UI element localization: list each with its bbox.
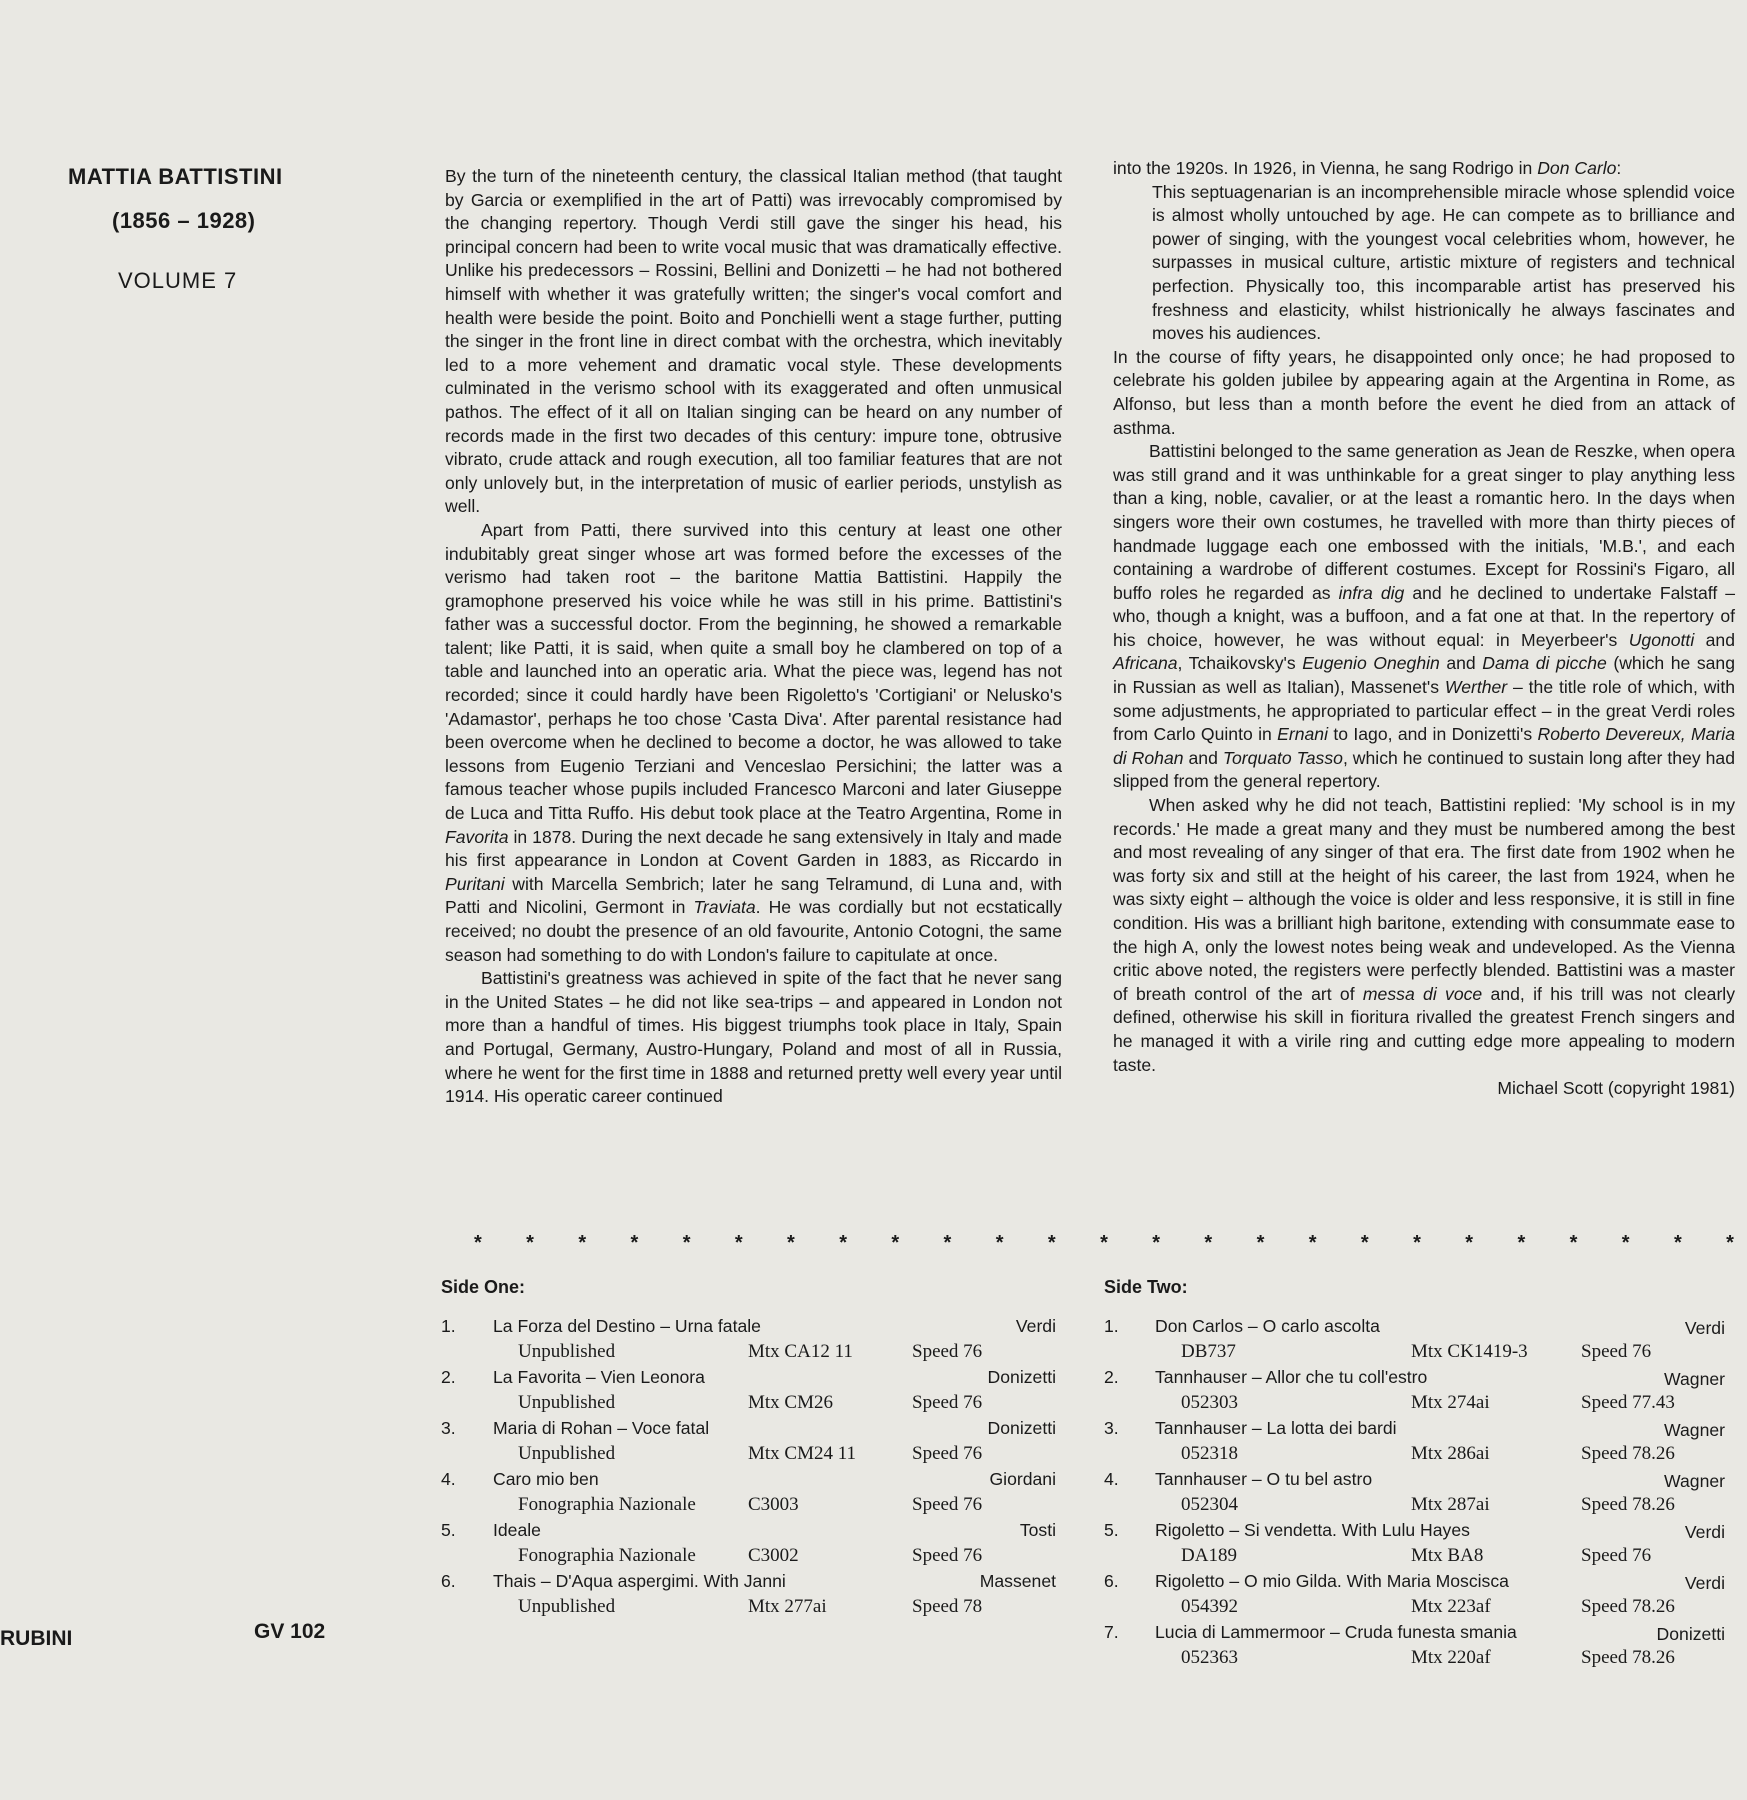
separator-star: * bbox=[1256, 1232, 1265, 1254]
track-composer: Wagner bbox=[1664, 1420, 1725, 1440]
track-title: Rigoletto – O mio Gilda. With Maria Moscisca bbox=[1155, 1571, 1509, 1591]
separator-star: * bbox=[891, 1232, 900, 1254]
track-number: 7. bbox=[1104, 1622, 1119, 1642]
track-title: Ideale bbox=[493, 1520, 541, 1540]
volume-label: VOLUME 7 bbox=[118, 268, 238, 293]
record-label: RUBINI bbox=[0, 1627, 73, 1650]
separator-star: * bbox=[1204, 1232, 1213, 1254]
track-composer: Donizetti bbox=[1656, 1624, 1725, 1644]
separator-star: * bbox=[1100, 1232, 1108, 1254]
separator-star: * bbox=[1621, 1232, 1630, 1254]
track-title: Tannhauser – Allor che tu coll'estro bbox=[1155, 1367, 1428, 1387]
track-label: 052303 bbox=[1181, 1392, 1238, 1413]
track-title: Thais – D'Aqua aspergimi. With Janni bbox=[493, 1571, 786, 1591]
track-composer: Tosti bbox=[1019, 1520, 1056, 1540]
track-matrix: Mtx 287ai bbox=[1411, 1494, 1490, 1515]
catalog-number: GV 102 bbox=[254, 1620, 326, 1643]
track-composer: Wagner bbox=[1664, 1471, 1725, 1491]
separator-star: * bbox=[1413, 1232, 1421, 1254]
track-number: 3. bbox=[1104, 1418, 1119, 1438]
separator-star: * bbox=[787, 1232, 795, 1254]
separator-star: * bbox=[1360, 1232, 1369, 1254]
track-speed: Speed 76 bbox=[912, 1443, 983, 1464]
track-speed: Speed 76 bbox=[1581, 1545, 1652, 1566]
track-number: 6. bbox=[441, 1571, 456, 1591]
track-label: 052318 bbox=[1181, 1443, 1238, 1464]
track-composer: Verdi bbox=[1684, 1318, 1725, 1338]
track-speed: Speed 78.26 bbox=[1581, 1647, 1675, 1668]
track-title: La Forza del Destino – Urna fatale bbox=[493, 1316, 761, 1336]
separator-star: * bbox=[995, 1232, 1004, 1254]
track-speed: Speed 78.26 bbox=[1581, 1494, 1675, 1515]
track-number: 3. bbox=[441, 1418, 456, 1438]
separator-star: * bbox=[1152, 1232, 1161, 1254]
essay-column-2 bbox=[1113, 157, 1735, 1101]
separator-star: * bbox=[1465, 1232, 1474, 1254]
track-matrix: Mtx 223af bbox=[1411, 1596, 1491, 1617]
track-label: Unpublished bbox=[518, 1443, 616, 1464]
track-speed: Speed 78 bbox=[912, 1596, 983, 1617]
essay-paragraph: Battistini belonged to the same generation as Jean de Reszke, when opera was still grand and it was unthinkable for a great singer to play anything less than a king, noble, cavalier, or at the least a romantic hero. In the days when singers wore their own costumes, he travelled with more than thirty pieces of handmade luggage each one embossed with the initials, 'M.B.', and each containing a wardrobe of different costumes. Except for Rossini's Figaro, all buffo roles he regarded as infra dig and he declined to undertake Falstaff – who, though a knight, was a buffoon, and a fat one at that. In the repertory of his choice, however, he was without equal: in Meyerbeer's Ugonotti and Africana, Tchaikovsky's Eugenio Oneghin and Dama di picche (which he sang in Russian as well as Italian), Massenet's Werther – the title role of which, with some adjustments, he appropriated to particular effect – in the great Verdi roles from Carlo Quinto in Ernani to Iago, and in Donizetti's Roberto Devereux, Maria di Rohan and Torquato Tasso, which he continued to sustain long after they had slipped from the general repertory. bbox=[1113, 441, 1736, 792]
separator-star: * bbox=[474, 1232, 482, 1254]
essay-paragraph: By the turn of the nineteenth century, the classical Italian method (that taught by Garcia or exemplified in the art of Patti) was irrevocably compromised by the changing repertory. Though Verdi still gave the singer his head, his principal concern had been to write vocal music that was dramatically effective. Unlike his predecessors – Rossini, Bellini and Donizetti – he had not bothered himself with whether it was gratefully written; the singer's vocal comfort and health were beside the point. Boito and Ponchielli went a stage further, putting the singer in the front line in direct combat with the orchestra, which inevitably led to a more vehement and dramatic vocal style. These developments culminated in the verismo school with its exaggerated and often unmusical pathos. The effect of it all on Italian singing can be heard on any number of records made in the first two decades of this century: impure tone, obtrusive vibrato, crude attack and rough execution, all too familiar features that are not only unlovely but, in the interpretation of music of earlier periods, unstylish as well. bbox=[445, 166, 1062, 517]
essay-paragraph: into the 1920s. In 1926, in Vienna, he sang Rodrigo in Don Carlo: bbox=[1113, 158, 1622, 178]
track-matrix: Mtx 220af bbox=[1411, 1647, 1491, 1668]
track-number: 1. bbox=[441, 1316, 456, 1336]
separator-star: * bbox=[578, 1232, 587, 1254]
track-matrix: Mtx BA8 bbox=[1411, 1545, 1484, 1566]
critic-quote: This septuagenarian is an incomprehensible miracle whose splendid voice is almost wholly untouched by age. He can compete as to brilliance and power of singing, with the youngest vocal celebrities whom, however, he surpasses in musical culture, artistic mixture of registers and technical perfection. Physically too, this incomparable artist has preserved his freshness and elasticity, whilst histrionically he always fascinates and moves his audiences. bbox=[1152, 181, 1735, 344]
artist-dates: (1856 – 1928) bbox=[112, 208, 256, 233]
essay-column-1 bbox=[445, 165, 1062, 1109]
artist-name: MATTIA BATTISTINI bbox=[68, 164, 283, 189]
separator-star: * bbox=[1726, 1232, 1734, 1254]
track-title: Caro mio ben bbox=[493, 1469, 599, 1489]
track-composer: Verdi bbox=[1015, 1316, 1056, 1336]
track-label: DB737 bbox=[1181, 1341, 1236, 1362]
separator-star: * bbox=[526, 1232, 534, 1254]
track-matrix: Mtx 277ai bbox=[748, 1596, 827, 1617]
separator-star: * bbox=[682, 1232, 691, 1254]
track-matrix: Mtx CA12 11 bbox=[748, 1341, 853, 1362]
track-composer: Giordani bbox=[989, 1469, 1056, 1489]
track-number: 4. bbox=[1104, 1469, 1119, 1489]
track-title: Tannhauser – O tu bel astro bbox=[1155, 1469, 1373, 1489]
separator-star: * bbox=[943, 1232, 952, 1254]
track-matrix: C3002 bbox=[748, 1545, 799, 1566]
track-matrix: Mtx 286ai bbox=[1411, 1443, 1490, 1464]
author-signature: Michael Scott (copyright 1981) bbox=[1497, 1078, 1735, 1099]
separator-star: * bbox=[630, 1232, 639, 1254]
track-matrix: Mtx CK1419-3 bbox=[1411, 1341, 1528, 1362]
essay-paragraph: In the course of fifty years, he disappointed only once; he had proposed to celebrate his golden jubilee by appearing again at the Argentina in Rome, as Alfonso, but less than a month before the event he died from an attack of asthma. bbox=[1113, 346, 1735, 438]
track-number: 5. bbox=[441, 1520, 456, 1540]
track-number: 2. bbox=[441, 1367, 456, 1387]
track-matrix: C3003 bbox=[748, 1494, 799, 1515]
track-composer: Verdi bbox=[1684, 1522, 1725, 1542]
essay-paragraph: Battistini's greatness was achieved in spite of the fact that he never sang in the United States – he did not like sea-trips – and appeared in London not more than a handful of times. His biggest triumphs took place in Italy, Spain and Portugal, Germany, Austro-Hungary, Poland and most of all in Russia, where he went for the first time in 1888 and returned pretty well every year until 1914. His operatic career continued bbox=[445, 968, 1062, 1107]
separator-star: * bbox=[1047, 1232, 1056, 1254]
track-label: 052363 bbox=[1181, 1647, 1238, 1668]
track-composer: Verdi bbox=[1684, 1573, 1725, 1593]
track-speed: Speed 78.26 bbox=[1581, 1443, 1675, 1464]
track-label: 054392 bbox=[1181, 1596, 1238, 1617]
track-number: 1. bbox=[1104, 1316, 1119, 1336]
track-composer: Wagner bbox=[1664, 1369, 1725, 1389]
track-speed: Speed 76 bbox=[912, 1341, 983, 1362]
track-label: DA189 bbox=[1181, 1545, 1237, 1566]
track-label: 052304 bbox=[1181, 1494, 1238, 1515]
track-speed: Speed 76 bbox=[912, 1545, 983, 1566]
track-title: Lucia di Lammermoor – Cruda funesta smania bbox=[1155, 1622, 1517, 1642]
separator-star: * bbox=[1517, 1232, 1526, 1254]
separator-star: * bbox=[1569, 1232, 1578, 1254]
track-number: 4. bbox=[441, 1469, 456, 1489]
track-label: Fonographia Nazionale bbox=[518, 1545, 696, 1566]
separator-star: * bbox=[1673, 1232, 1682, 1254]
track-speed: Speed 77.43 bbox=[1581, 1392, 1675, 1413]
track-title: Don Carlos – O carlo ascolta bbox=[1155, 1316, 1380, 1336]
track-number: 5. bbox=[1104, 1520, 1119, 1540]
essay-paragraph: Apart from Patti, there survived into this century at least one other indubitably great singer whose art was formed before the excesses of the verismo had taken root – the baritone Mattia Battistini. Happily the gramophone preserved his voice while he was still in his prime. Battistini's father was a successful doctor. From the beginning, he showed a remarkable talent; like Patti, it is said, when quite a small boy he clambered on top of a table and launched into an operatic aria. What the piece was, legend has not recorded; since it could hardly have been Rigoletto's 'Cortigiani' or Nelusko's 'Adamastor', perhaps he too chose 'Casta Diva'. After parental resistance had been overcome when he declined to become a doctor, he was allowed to take lessons from Eugenio Terziani and Venceslao Persichini; the latter was a famous teacher whose pupils included Francesco Marconi and later Giuseppe de Luca and Titta Ruffo. His debut took place at the Teatro Argentina, Rome in Favorita in 1878. During the next decade he sang extensively in Italy and made his first appearance in London at Covent Garden in 1883, as Riccardo in Puritani with Marcella Sembrich; later he sang Telramund, di Luna and, with Patti and Nicolini, Germont in Traviata. He was cordially but not ecstatically received; no doubt the presence of an old favourite, Antonio Cotogni, the same season had something to do with London's failure to capitulate at once. bbox=[445, 519, 1062, 965]
essay-paragraph: When asked why he did not teach, Battistini replied: 'My school is in my records.' He made a great many and they must be numbered among the best and most revealing of any singer of that era. The first date from 1902 when he was forty six and still at the height of his career, the last from 1924, when he was sixty eight – although the voice is older and less responsive, it is still in fine condition. His was a brilliant high baritone, extending with consummate ease to the high A, only the lowest notes being weak and undeveloped. As the Vienna critic above noted, the registers were perfectly blended. Battistini was a master of breath control of the art of messa di voce and, if his trill was not clearly defined, otherwise his skill in fioritura rivalled the greatest French singers and he managed it with a virile ring and cutting edge more appealing to modern taste. bbox=[1113, 795, 1736, 1075]
track-number: 6. bbox=[1104, 1571, 1119, 1591]
track-title: Maria di Rohan – Voce fatal bbox=[493, 1418, 710, 1438]
track-label: Unpublished bbox=[518, 1596, 616, 1617]
side-one-title: Side One: bbox=[441, 1277, 526, 1297]
separator-star: * bbox=[734, 1232, 743, 1254]
track-title: Tannhauser – La lotta dei bardi bbox=[1155, 1418, 1397, 1438]
track-speed: Speed 76 bbox=[912, 1494, 983, 1515]
track-composer: Donizetti bbox=[987, 1418, 1056, 1438]
track-composer: Massenet bbox=[979, 1571, 1056, 1591]
side-two-title: Side Two: bbox=[1104, 1277, 1188, 1297]
track-label: Fonographia Nazionale bbox=[518, 1494, 696, 1515]
track-number: 2. bbox=[1104, 1367, 1119, 1387]
track-matrix: Mtx CM26 bbox=[748, 1392, 833, 1413]
track-title: Rigoletto – Si vendetta. With Lulu Hayes bbox=[1155, 1520, 1470, 1540]
separator-star: * bbox=[1308, 1232, 1317, 1254]
track-speed: Speed 76 bbox=[912, 1392, 983, 1413]
track-title: La Favorita – Vien Leonora bbox=[493, 1367, 705, 1387]
track-matrix: Mtx 274ai bbox=[1411, 1392, 1490, 1413]
track-matrix: Mtx CM24 11 bbox=[748, 1443, 857, 1464]
star-separator bbox=[474, 1232, 1734, 1255]
track-speed: Speed 78.26 bbox=[1581, 1596, 1675, 1617]
separator-star: * bbox=[839, 1232, 847, 1254]
track-label: Unpublished bbox=[518, 1341, 616, 1362]
track-composer: Donizetti bbox=[987, 1367, 1056, 1387]
track-speed: Speed 76 bbox=[1581, 1341, 1652, 1362]
track-label: Unpublished bbox=[518, 1392, 616, 1413]
